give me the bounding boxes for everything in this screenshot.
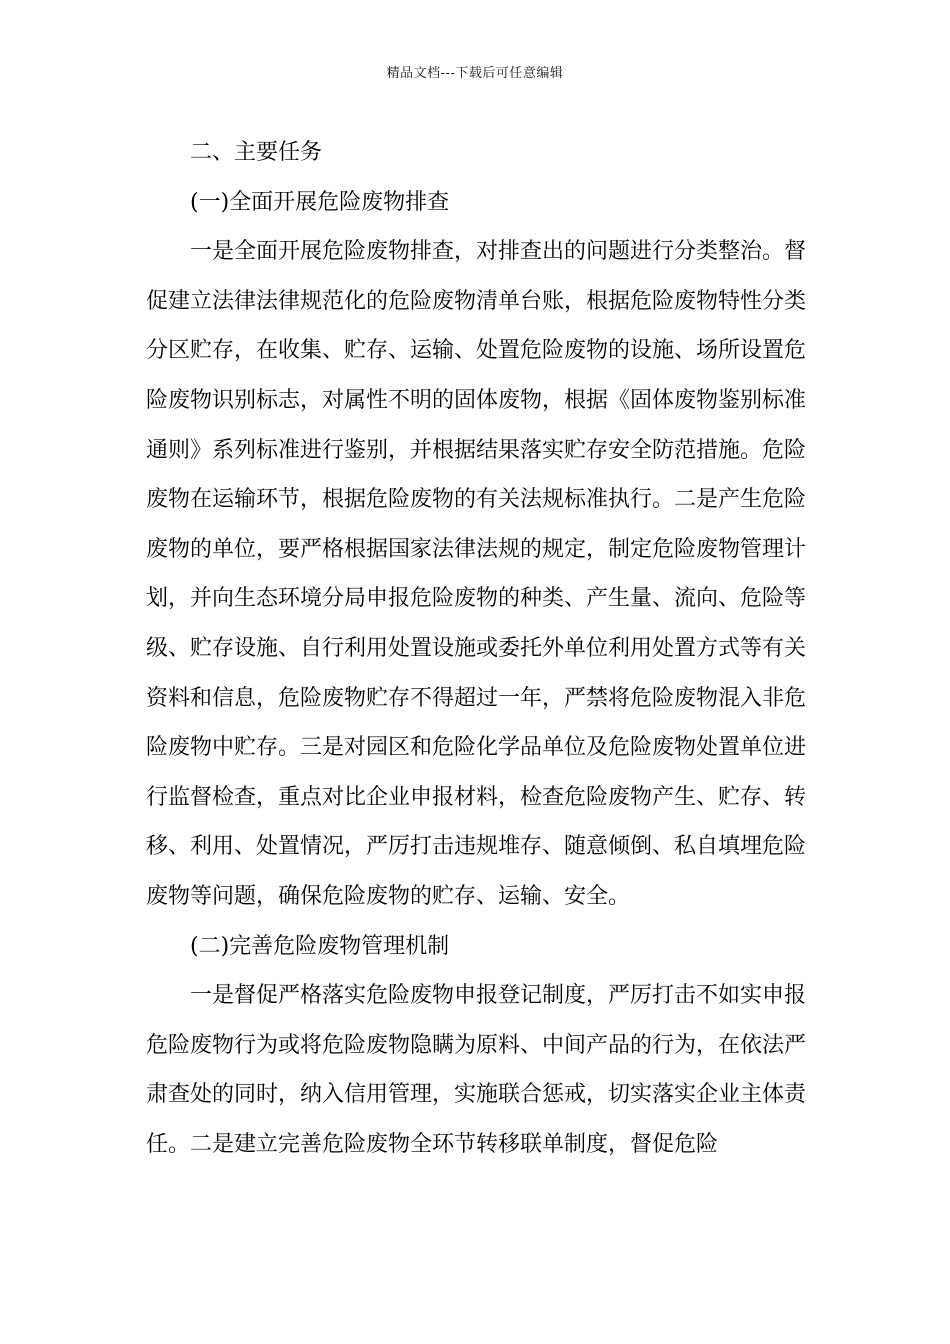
paragraph-2: 一是督促严格落实危险废物申报登记制度，严厉打击不如实申报危险废物行为或将危险废物隐瞒为原料、中间产品的行为，在依法严肃查处的同时，纳入信用管理，实施联合惩戒，切实落实企业主体责任。二是建立完善危险废物全环节转移联单制度，督促危险 bbox=[146, 983, 807, 1157]
subsection-title-1: (一)全面开展危险废物排查 bbox=[190, 189, 450, 215]
paragraph-1: 一是全面开展危险废物排查，对排查出的问题进行分类整治。督促建立法律法律规范化的危险废物清单台账，根据危险废物特性分类分区贮存，在收集、贮存、运输、处置危险废物的设施、场所设置危险废物识别标志，对属性不明的固体废物，根据《固体废物鉴别标准通则》系列标准进行鉴别，并根据结果落实贮存安全防范措施。危险废物在运输环节，根据危险废物的有关法规标准执行。二是产生危险废物的单位，要严格根据国家法律法规的规定，制定危险废物管理计划，并向生态环境分局申报危险废物的种类、产生量、流向、危险等级、贮存设施、自行利用处置设施或委托外单位利用处置方式等有关资料和信息，危险废物贮存不得超过一年，严禁将危险废物混入非危险废物中贮存。三是对园区和危险化学品单位及危险废物处置单位进行监督检查，重点对比企业申报材料，检查危险废物产生、贮存、转移、利用、处置情况，严厉打击违规堆存、随意倾倒、私自填埋危险废物等问题，确保危险废物的贮存、运输、安全。 bbox=[146, 239, 807, 909]
page-header: 精品文档---下载后可任意编辑 bbox=[386, 66, 564, 81]
section-title: 二、主要任务 bbox=[190, 140, 323, 165]
document-body bbox=[146, 128, 806, 1169]
subsection-title-2: (二)完善危险废物管理机制 bbox=[190, 933, 450, 959]
